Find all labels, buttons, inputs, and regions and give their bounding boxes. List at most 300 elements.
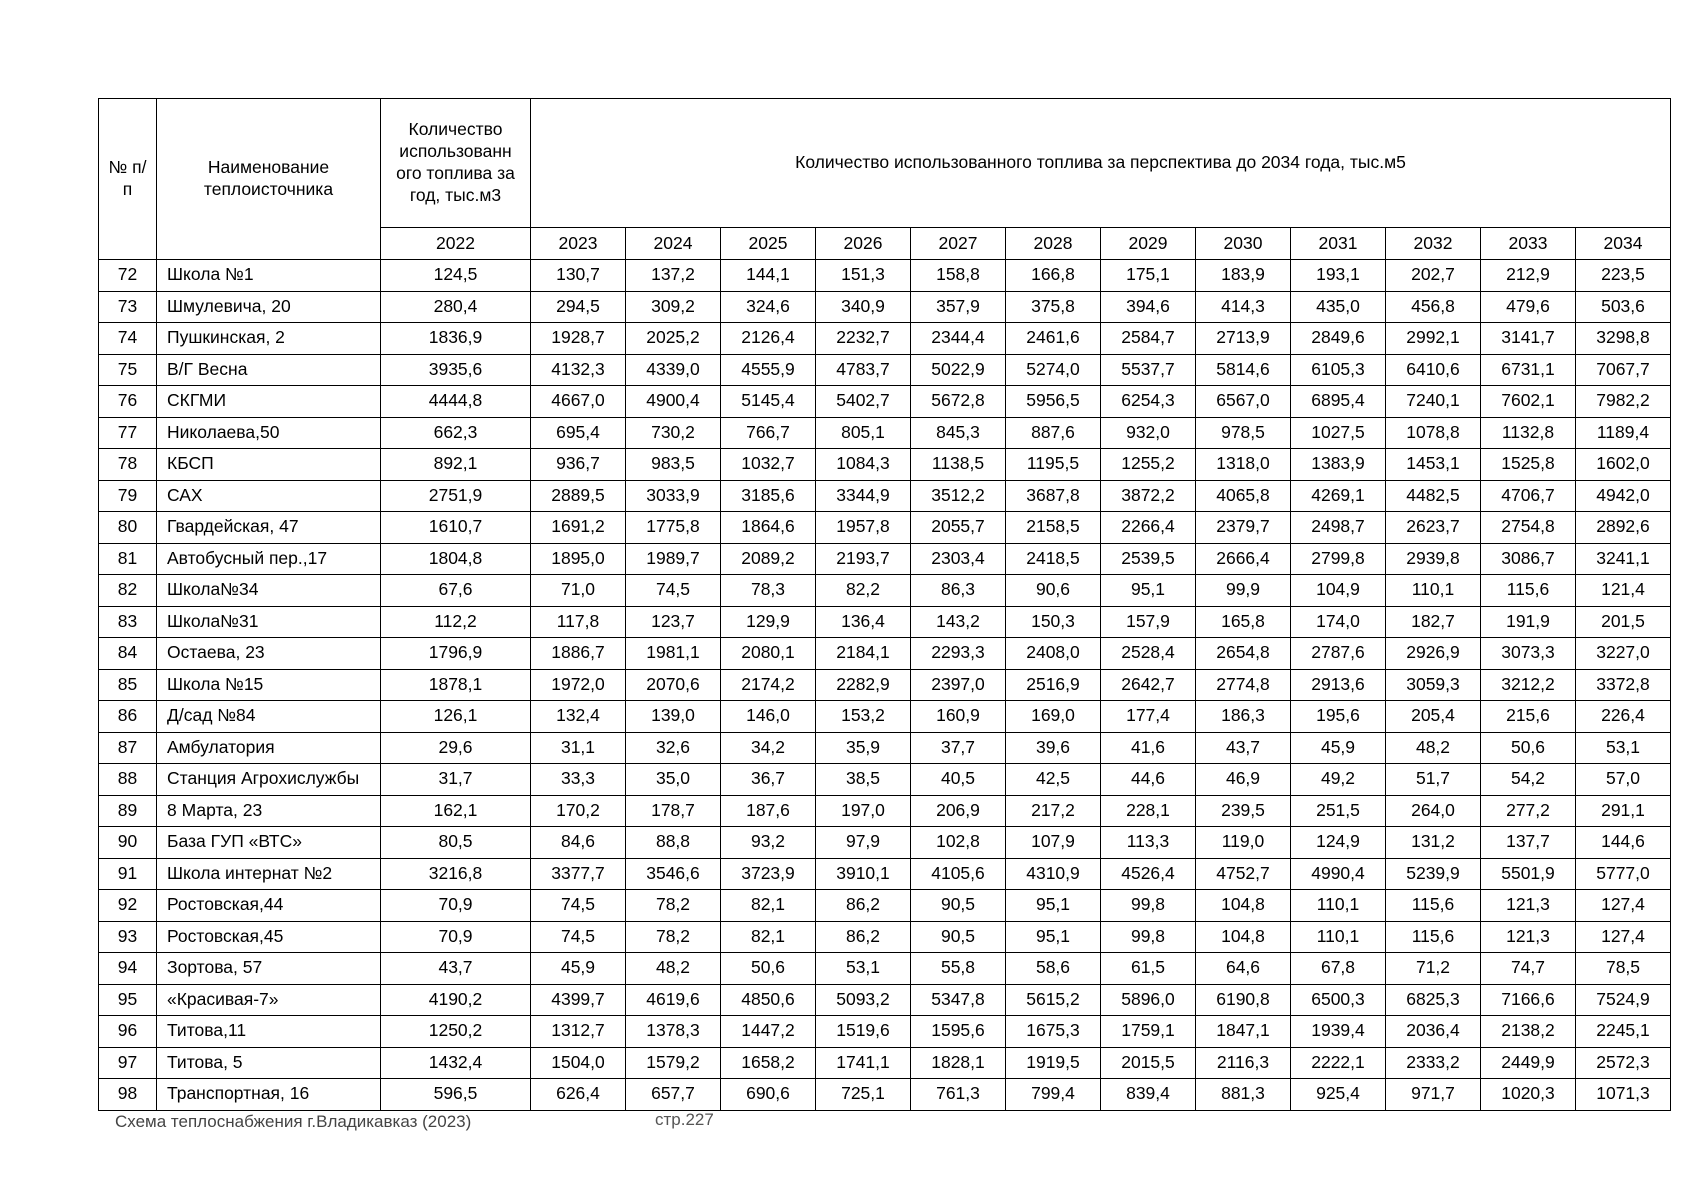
forecast-value: 82,2 — [816, 575, 911, 607]
number-column-header: № п/п — [99, 99, 157, 260]
forecast-value: 2892,6 — [1576, 512, 1671, 544]
forecast-value: 2055,7 — [911, 512, 1006, 544]
forecast-value: 132,4 — [531, 701, 626, 733]
forecast-value: 82,1 — [721, 921, 816, 953]
forecast-value: 2713,9 — [1196, 323, 1291, 355]
forecast-value: 3512,2 — [911, 480, 1006, 512]
forecast-value: 95,1 — [1006, 890, 1101, 922]
heat-source-name: СКГМИ — [157, 386, 381, 418]
forecast-value: 1504,0 — [531, 1047, 626, 1079]
base-year-value: 4190,2 — [381, 984, 531, 1016]
forecast-value: 291,1 — [1576, 795, 1671, 827]
row-number: 80 — [99, 512, 157, 544]
heat-source-name: Школа №15 — [157, 669, 381, 701]
forecast-value: 43,7 — [1196, 732, 1291, 764]
table-row — [99, 669, 1671, 701]
forecast-value: 38,5 — [816, 764, 911, 796]
forecast-value: 2303,4 — [911, 543, 1006, 575]
forecast-value: 766,7 — [721, 417, 816, 449]
table-row — [99, 543, 1671, 575]
forecast-value: 193,1 — [1291, 260, 1386, 292]
table-row — [99, 386, 1671, 418]
forecast-value: 151,3 — [816, 260, 911, 292]
forecast-value: 53,1 — [1576, 732, 1671, 764]
forecast-value: 657,7 — [626, 1079, 721, 1111]
base-year-value: 124,5 — [381, 260, 531, 292]
forecast-value: 1255,2 — [1101, 449, 1196, 481]
forecast-value: 6825,3 — [1386, 984, 1481, 1016]
heat-source-name: «Красивая-7» — [157, 984, 381, 1016]
forecast-value: 2245,1 — [1576, 1016, 1671, 1048]
table-row — [99, 984, 1671, 1016]
row-number: 78 — [99, 449, 157, 481]
row-number: 90 — [99, 827, 157, 859]
forecast-value: 102,8 — [911, 827, 1006, 859]
forecast-value: 84,6 — [531, 827, 626, 859]
year-header-2026: 2026 — [816, 228, 911, 260]
forecast-value: 42,5 — [1006, 764, 1101, 796]
forecast-value: 5347,8 — [911, 984, 1006, 1016]
forecast-value: 881,3 — [1196, 1079, 1291, 1111]
heat-source-name: Школа№34 — [157, 575, 381, 607]
forecast-value: 99,8 — [1101, 921, 1196, 953]
forecast-value: 124,9 — [1291, 827, 1386, 859]
forecast-value: 435,0 — [1291, 291, 1386, 323]
forecast-value: 5814,6 — [1196, 354, 1291, 386]
year-header-2023: 2023 — [531, 228, 626, 260]
forecast-value: 2666,4 — [1196, 543, 1291, 575]
base-year-value: 2751,9 — [381, 480, 531, 512]
forecast-value: 78,5 — [1576, 953, 1671, 985]
forecast-value: 78,3 — [721, 575, 816, 607]
row-number: 91 — [99, 858, 157, 890]
year-header-2031: 2031 — [1291, 228, 1386, 260]
forecast-value: 2418,5 — [1006, 543, 1101, 575]
forecast-value: 2787,6 — [1291, 638, 1386, 670]
forecast-value: 197,0 — [816, 795, 911, 827]
forecast-value: 626,4 — [531, 1079, 626, 1111]
forecast-value: 932,0 — [1101, 417, 1196, 449]
forecast-value: 3033,9 — [626, 480, 721, 512]
forecast-value: 5956,5 — [1006, 386, 1101, 418]
forecast-value: 2089,2 — [721, 543, 816, 575]
forecast-value: 324,6 — [721, 291, 816, 323]
forecast-value: 2449,9 — [1481, 1047, 1576, 1079]
forecast-value: 104,9 — [1291, 575, 1386, 607]
forecast-value: 35,9 — [816, 732, 911, 764]
forecast-value: 264,0 — [1386, 795, 1481, 827]
forecast-value: 2344,4 — [911, 323, 1006, 355]
heat-source-name: В/Г Весна — [157, 354, 381, 386]
forecast-value: 1453,1 — [1386, 449, 1481, 481]
forecast-value: 93,2 — [721, 827, 816, 859]
forecast-value: 983,5 — [626, 449, 721, 481]
forecast-value: 144,1 — [721, 260, 816, 292]
forecast-value: 50,6 — [721, 953, 816, 985]
row-number: 87 — [99, 732, 157, 764]
forecast-value: 2939,8 — [1386, 543, 1481, 575]
forecast-value: 2293,3 — [911, 638, 1006, 670]
forecast-value: 730,2 — [626, 417, 721, 449]
forecast-value: 74,5 — [626, 575, 721, 607]
forecast-value: 2889,5 — [531, 480, 626, 512]
forecast-fuel-column-header: Количество использованного топлива за перспектива до 2034 года, тыс.м5 — [531, 99, 1671, 228]
base-year-value: 1836,9 — [381, 323, 531, 355]
row-number: 97 — [99, 1047, 157, 1079]
table-row — [99, 953, 1671, 985]
year-header-2033: 2033 — [1481, 228, 1576, 260]
forecast-value: 2158,5 — [1006, 512, 1101, 544]
forecast-value: 3227,0 — [1576, 638, 1671, 670]
forecast-value: 414,3 — [1196, 291, 1291, 323]
forecast-value: 3141,7 — [1481, 323, 1576, 355]
forecast-value: 4752,7 — [1196, 858, 1291, 890]
forecast-value: 3086,7 — [1481, 543, 1576, 575]
forecast-value: 48,2 — [626, 953, 721, 985]
forecast-value: 5777,0 — [1576, 858, 1671, 890]
base-year-value: 80,5 — [381, 827, 531, 859]
forecast-value: 146,0 — [721, 701, 816, 733]
heat-source-name: Станция Агрохислужбы — [157, 764, 381, 796]
forecast-value: 799,4 — [1006, 1079, 1101, 1111]
forecast-value: 104,8 — [1196, 890, 1291, 922]
forecast-value: 110,1 — [1291, 890, 1386, 922]
heat-source-name: Зортова, 57 — [157, 953, 381, 985]
forecast-value: 4942,0 — [1576, 480, 1671, 512]
forecast-value: 2070,6 — [626, 669, 721, 701]
forecast-value: 228,1 — [1101, 795, 1196, 827]
table-row — [99, 354, 1671, 386]
row-number: 89 — [99, 795, 157, 827]
forecast-value: 5022,9 — [911, 354, 1006, 386]
forecast-value: 925,4 — [1291, 1079, 1386, 1111]
forecast-value: 2222,1 — [1291, 1047, 1386, 1079]
forecast-value: 4105,6 — [911, 858, 1006, 890]
year-header-2032: 2032 — [1386, 228, 1481, 260]
heat-source-name: Остаева, 23 — [157, 638, 381, 670]
forecast-value: 357,9 — [911, 291, 1006, 323]
forecast-value: 139,0 — [626, 701, 721, 733]
forecast-value: 1579,2 — [626, 1047, 721, 1079]
forecast-value: 1195,5 — [1006, 449, 1101, 481]
forecast-value: 121,3 — [1481, 890, 1576, 922]
fuel-consumption-table — [98, 98, 1671, 1111]
forecast-value: 2992,1 — [1386, 323, 1481, 355]
base-year-value: 3216,8 — [381, 858, 531, 890]
forecast-value: 3241,1 — [1576, 543, 1671, 575]
forecast-value: 2126,4 — [721, 323, 816, 355]
table-row — [99, 512, 1671, 544]
forecast-value: 294,5 — [531, 291, 626, 323]
heat-source-name: База ГУП «ВТС» — [157, 827, 381, 859]
forecast-value: 74,5 — [531, 890, 626, 922]
forecast-value: 3687,8 — [1006, 480, 1101, 512]
heat-source-name: САХ — [157, 480, 381, 512]
forecast-value: 1759,1 — [1101, 1016, 1196, 1048]
forecast-value: 1691,2 — [531, 512, 626, 544]
forecast-value: 3185,6 — [721, 480, 816, 512]
forecast-value: 61,5 — [1101, 953, 1196, 985]
table-row — [99, 638, 1671, 670]
forecast-value: 1020,3 — [1481, 1079, 1576, 1111]
forecast-value: 5896,0 — [1101, 984, 1196, 1016]
forecast-value: 7602,1 — [1481, 386, 1576, 418]
forecast-value: 839,4 — [1101, 1079, 1196, 1111]
forecast-value: 223,5 — [1576, 260, 1671, 292]
forecast-value: 44,6 — [1101, 764, 1196, 796]
forecast-value: 6254,3 — [1101, 386, 1196, 418]
forecast-value: 1939,4 — [1291, 1016, 1386, 1048]
forecast-value: 90,6 — [1006, 575, 1101, 607]
forecast-value: 2623,7 — [1386, 512, 1481, 544]
row-number: 72 — [99, 260, 157, 292]
forecast-value: 1318,0 — [1196, 449, 1291, 481]
forecast-value: 174,0 — [1291, 606, 1386, 638]
base-year-header: 2022 — [381, 228, 531, 260]
heat-source-name: Пушкинская, 2 — [157, 323, 381, 355]
forecast-value: 46,9 — [1196, 764, 1291, 796]
row-number: 94 — [99, 953, 157, 985]
forecast-value: 74,7 — [1481, 953, 1576, 985]
forecast-value: 1602,0 — [1576, 449, 1671, 481]
forecast-value: 2913,6 — [1291, 669, 1386, 701]
forecast-value: 2266,4 — [1101, 512, 1196, 544]
forecast-value: 41,6 — [1101, 732, 1196, 764]
forecast-value: 130,7 — [531, 260, 626, 292]
year-header-2024: 2024 — [626, 228, 721, 260]
forecast-value: 99,8 — [1101, 890, 1196, 922]
forecast-value: 205,4 — [1386, 701, 1481, 733]
forecast-value: 3073,3 — [1481, 638, 1576, 670]
forecast-value: 136,4 — [816, 606, 911, 638]
forecast-value: 2379,7 — [1196, 512, 1291, 544]
forecast-value: 7166,6 — [1481, 984, 1576, 1016]
year-header-2029: 2029 — [1101, 228, 1196, 260]
forecast-value: 5145,4 — [721, 386, 816, 418]
forecast-value: 4399,7 — [531, 984, 626, 1016]
forecast-value: 2516,9 — [1006, 669, 1101, 701]
row-number: 92 — [99, 890, 157, 922]
forecast-value: 4310,9 — [1006, 858, 1101, 890]
forecast-value: 86,3 — [911, 575, 1006, 607]
forecast-value: 144,6 — [1576, 827, 1671, 859]
forecast-value: 36,7 — [721, 764, 816, 796]
forecast-value: 4065,8 — [1196, 480, 1291, 512]
forecast-value: 3344,9 — [816, 480, 911, 512]
forecast-value: 1138,5 — [911, 449, 1006, 481]
forecast-value: 187,6 — [721, 795, 816, 827]
base-year-value: 43,7 — [381, 953, 531, 985]
forecast-value: 67,8 — [1291, 953, 1386, 985]
row-number: 77 — [99, 417, 157, 449]
forecast-value: 137,2 — [626, 260, 721, 292]
forecast-value: 90,5 — [911, 890, 1006, 922]
forecast-value: 2849,6 — [1291, 323, 1386, 355]
forecast-value: 4619,6 — [626, 984, 721, 1016]
forecast-value: 1078,8 — [1386, 417, 1481, 449]
table-row — [99, 764, 1671, 796]
row-number: 76 — [99, 386, 157, 418]
row-number: 82 — [99, 575, 157, 607]
forecast-value: 340,9 — [816, 291, 911, 323]
forecast-value: 157,9 — [1101, 606, 1196, 638]
year-header-2028: 2028 — [1006, 228, 1101, 260]
forecast-value: 4900,4 — [626, 386, 721, 418]
year-header-2027: 2027 — [911, 228, 1006, 260]
row-number: 88 — [99, 764, 157, 796]
forecast-value: 71,0 — [531, 575, 626, 607]
table-row — [99, 701, 1671, 733]
forecast-value: 39,6 — [1006, 732, 1101, 764]
row-number: 75 — [99, 354, 157, 386]
forecast-value: 1895,0 — [531, 543, 626, 575]
forecast-value: 5615,2 — [1006, 984, 1101, 1016]
forecast-value: 129,9 — [721, 606, 816, 638]
forecast-value: 1886,7 — [531, 638, 626, 670]
forecast-value: 169,0 — [1006, 701, 1101, 733]
forecast-value: 1189,4 — [1576, 417, 1671, 449]
forecast-value: 119,0 — [1196, 827, 1291, 859]
forecast-value: 2408,0 — [1006, 638, 1101, 670]
forecast-value: 2193,7 — [816, 543, 911, 575]
forecast-value: 1847,1 — [1196, 1016, 1291, 1048]
forecast-value: 690,6 — [721, 1079, 816, 1111]
base-year-value: 1432,4 — [381, 1047, 531, 1079]
forecast-value: 137,7 — [1481, 827, 1576, 859]
forecast-value: 1132,8 — [1481, 417, 1576, 449]
forecast-value: 217,2 — [1006, 795, 1101, 827]
forecast-value: 251,5 — [1291, 795, 1386, 827]
table-row — [99, 827, 1671, 859]
forecast-value: 1989,7 — [626, 543, 721, 575]
forecast-value: 115,6 — [1481, 575, 1576, 607]
row-number: 85 — [99, 669, 157, 701]
forecast-value: 2799,8 — [1291, 543, 1386, 575]
forecast-value: 1447,2 — [721, 1016, 816, 1048]
forecast-value: 887,6 — [1006, 417, 1101, 449]
forecast-value: 1378,3 — [626, 1016, 721, 1048]
forecast-value: 127,4 — [1576, 921, 1671, 953]
table-row — [99, 575, 1671, 607]
base-year-value: 70,9 — [381, 921, 531, 953]
forecast-value: 183,9 — [1196, 260, 1291, 292]
forecast-value: 5672,8 — [911, 386, 1006, 418]
forecast-value: 3372,8 — [1576, 669, 1671, 701]
table-row — [99, 480, 1671, 512]
heat-source-name: Шмулевича, 20 — [157, 291, 381, 323]
forecast-value: 53,1 — [816, 953, 911, 985]
heat-source-name: Автобусный пер.,17 — [157, 543, 381, 575]
forecast-value: 131,2 — [1386, 827, 1481, 859]
base-year-value: 29,6 — [381, 732, 531, 764]
forecast-value: 45,9 — [1291, 732, 1386, 764]
forecast-value: 277,2 — [1481, 795, 1576, 827]
forecast-value: 3723,9 — [721, 858, 816, 890]
forecast-value: 95,1 — [1101, 575, 1196, 607]
forecast-value: 127,4 — [1576, 890, 1671, 922]
forecast-value: 2174,2 — [721, 669, 816, 701]
forecast-value: 3212,2 — [1481, 669, 1576, 701]
forecast-value: 5402,7 — [816, 386, 911, 418]
forecast-value: 3377,7 — [531, 858, 626, 890]
forecast-value: 55,8 — [911, 953, 1006, 985]
forecast-value: 5537,7 — [1101, 354, 1196, 386]
table-row — [99, 890, 1671, 922]
row-number: 84 — [99, 638, 157, 670]
forecast-value: 4269,1 — [1291, 480, 1386, 512]
table-row — [99, 323, 1671, 355]
forecast-value: 86,2 — [816, 890, 911, 922]
forecast-value: 1928,7 — [531, 323, 626, 355]
forecast-value: 110,1 — [1291, 921, 1386, 953]
table-row — [99, 921, 1671, 953]
forecast-value: 4339,0 — [626, 354, 721, 386]
heat-source-name: Гвардейская, 47 — [157, 512, 381, 544]
forecast-value: 4667,0 — [531, 386, 626, 418]
forecast-value: 1864,6 — [721, 512, 816, 544]
table-row — [99, 795, 1671, 827]
base-year-value: 596,5 — [381, 1079, 531, 1111]
heat-source-name: Амбулатория — [157, 732, 381, 764]
table-row — [99, 417, 1671, 449]
forecast-value: 191,9 — [1481, 606, 1576, 638]
forecast-value: 1595,6 — [911, 1016, 1006, 1048]
forecast-value: 2642,7 — [1101, 669, 1196, 701]
forecast-value: 309,2 — [626, 291, 721, 323]
heat-source-name: Школа№31 — [157, 606, 381, 638]
forecast-value: 1383,9 — [1291, 449, 1386, 481]
table-row — [99, 606, 1671, 638]
year-header-2025: 2025 — [721, 228, 816, 260]
row-number: 81 — [99, 543, 157, 575]
forecast-value: 7240,1 — [1386, 386, 1481, 418]
forecast-value: 7982,2 — [1576, 386, 1671, 418]
forecast-value: 45,9 — [531, 953, 626, 985]
forecast-value: 3910,1 — [816, 858, 911, 890]
forecast-value: 97,9 — [816, 827, 911, 859]
forecast-value: 1919,5 — [1006, 1047, 1101, 1079]
row-number: 73 — [99, 291, 157, 323]
forecast-value: 90,5 — [911, 921, 1006, 953]
forecast-value: 1071,3 — [1576, 1079, 1671, 1111]
forecast-value: 1828,1 — [911, 1047, 1006, 1079]
base-year-value: 3935,6 — [381, 354, 531, 386]
forecast-value: 479,6 — [1481, 291, 1576, 323]
forecast-value: 1519,6 — [816, 1016, 911, 1048]
forecast-value: 115,6 — [1386, 921, 1481, 953]
forecast-value: 40,5 — [911, 764, 1006, 796]
heat-source-name: Школа интернат №2 — [157, 858, 381, 890]
forecast-value: 2754,8 — [1481, 512, 1576, 544]
forecast-value: 51,7 — [1386, 764, 1481, 796]
forecast-value: 215,6 — [1481, 701, 1576, 733]
forecast-value: 6567,0 — [1196, 386, 1291, 418]
forecast-value: 805,1 — [816, 417, 911, 449]
row-number: 79 — [99, 480, 157, 512]
forecast-value: 1525,8 — [1481, 449, 1576, 481]
forecast-value: 2926,9 — [1386, 638, 1481, 670]
forecast-value: 503,6 — [1576, 291, 1671, 323]
forecast-value: 104,8 — [1196, 921, 1291, 953]
forecast-value: 2498,7 — [1291, 512, 1386, 544]
document-footer-source: Схема теплоснабжения г.Владикавказ (2023) — [115, 1112, 472, 1131]
forecast-value: 88,8 — [626, 827, 721, 859]
forecast-value: 2397,0 — [911, 669, 1006, 701]
base-year-value: 892,1 — [381, 449, 531, 481]
heat-source-name: 8 Марта, 23 — [157, 795, 381, 827]
forecast-value: 7067,7 — [1576, 354, 1671, 386]
forecast-value: 195,6 — [1291, 701, 1386, 733]
